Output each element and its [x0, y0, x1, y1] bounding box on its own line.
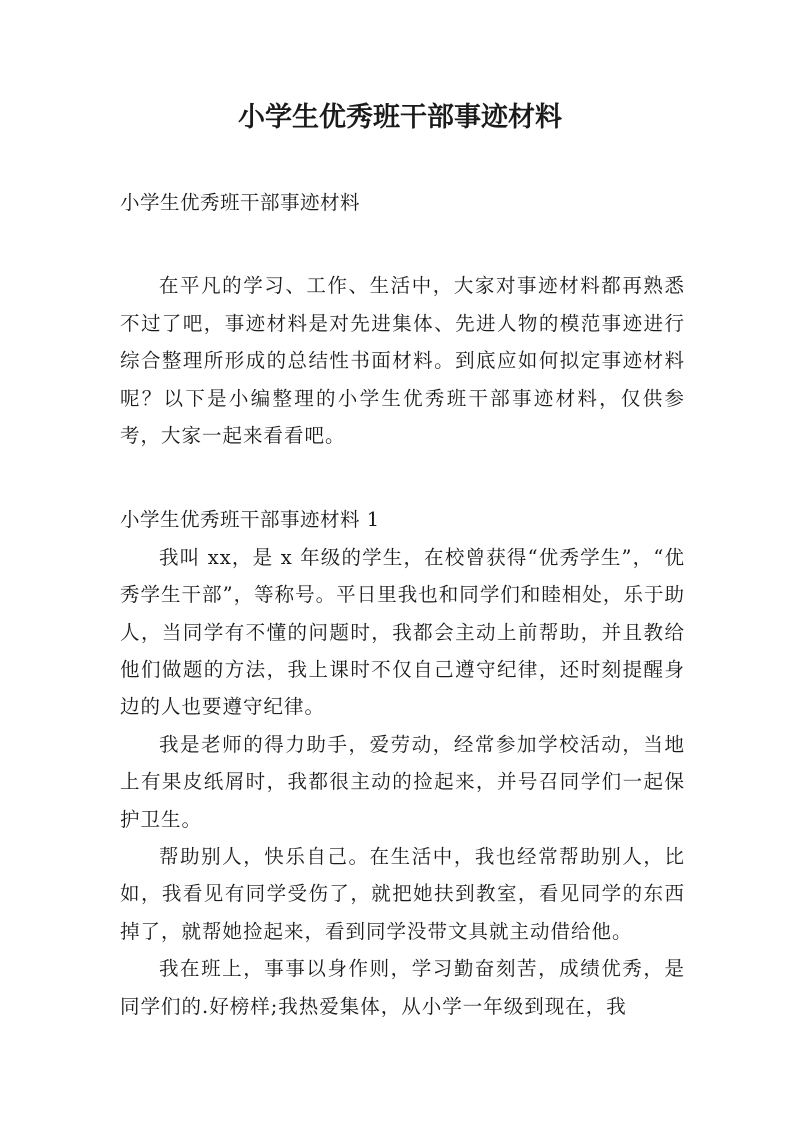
document-title: 小学生优秀班干部事迹材料 [238, 102, 562, 133]
section-heading: 小学生优秀班干部事迹材料 1 [120, 508, 380, 532]
spacer [120, 221, 685, 267]
section-paragraph-3: 帮助别人，快乐自己。在生活中，我也经常帮助别人，比如，我看见有同学受伤了，就把她扶到教室，看见同学的东西掉了，就帮她捡起来，看到同学没带文具就主动借给他。 [120, 845, 685, 943]
document-body [120, 184, 685, 1025]
section-paragraph-1: 我叫 xx，是 x 年级的学生，在校曾获得“优秀学生”，“优秀学生干部”，等称号。平日里我也和同学们和睦相处，乐于助人，当同学有不懂的问题时，我都会主动上前帮助，并且教给他们做题的方法，我上课时不仅自己遵守纪律，还时刻提醒身边的人也要遵守纪律。 [120, 545, 685, 719]
section-paragraph-2: 我是老师的得力助手，爱劳动，经常参加学校活动，当地上有果皮纸屑时，我都很主动的捡起来，并号召同学们一起保护卫生。 [120, 732, 685, 831]
document-subtitle: 小学生优秀班干部事迹材料 [120, 191, 361, 214]
intro-paragraph: 在平凡的学习、工作、生活中，大家对事迹材料都再熟悉不过了吧，事迹材料是对先进集体、先进人物的模范事迹进行综合整理所形成的总结性书面材料。到底应如何拟定事迹材料呢？以下是小编整理的小学生优秀班干部事迹材料，仅供参考，大家一起来看看吧。 [120, 274, 685, 448]
section-paragraph-4: 我在班上，事事以身作则，学习勤奋刻苦，成绩优秀，是同学们的.好榜样;我热爱集体，从小学一年级到现在，我 [120, 957, 685, 1018]
spacer [120, 454, 685, 501]
